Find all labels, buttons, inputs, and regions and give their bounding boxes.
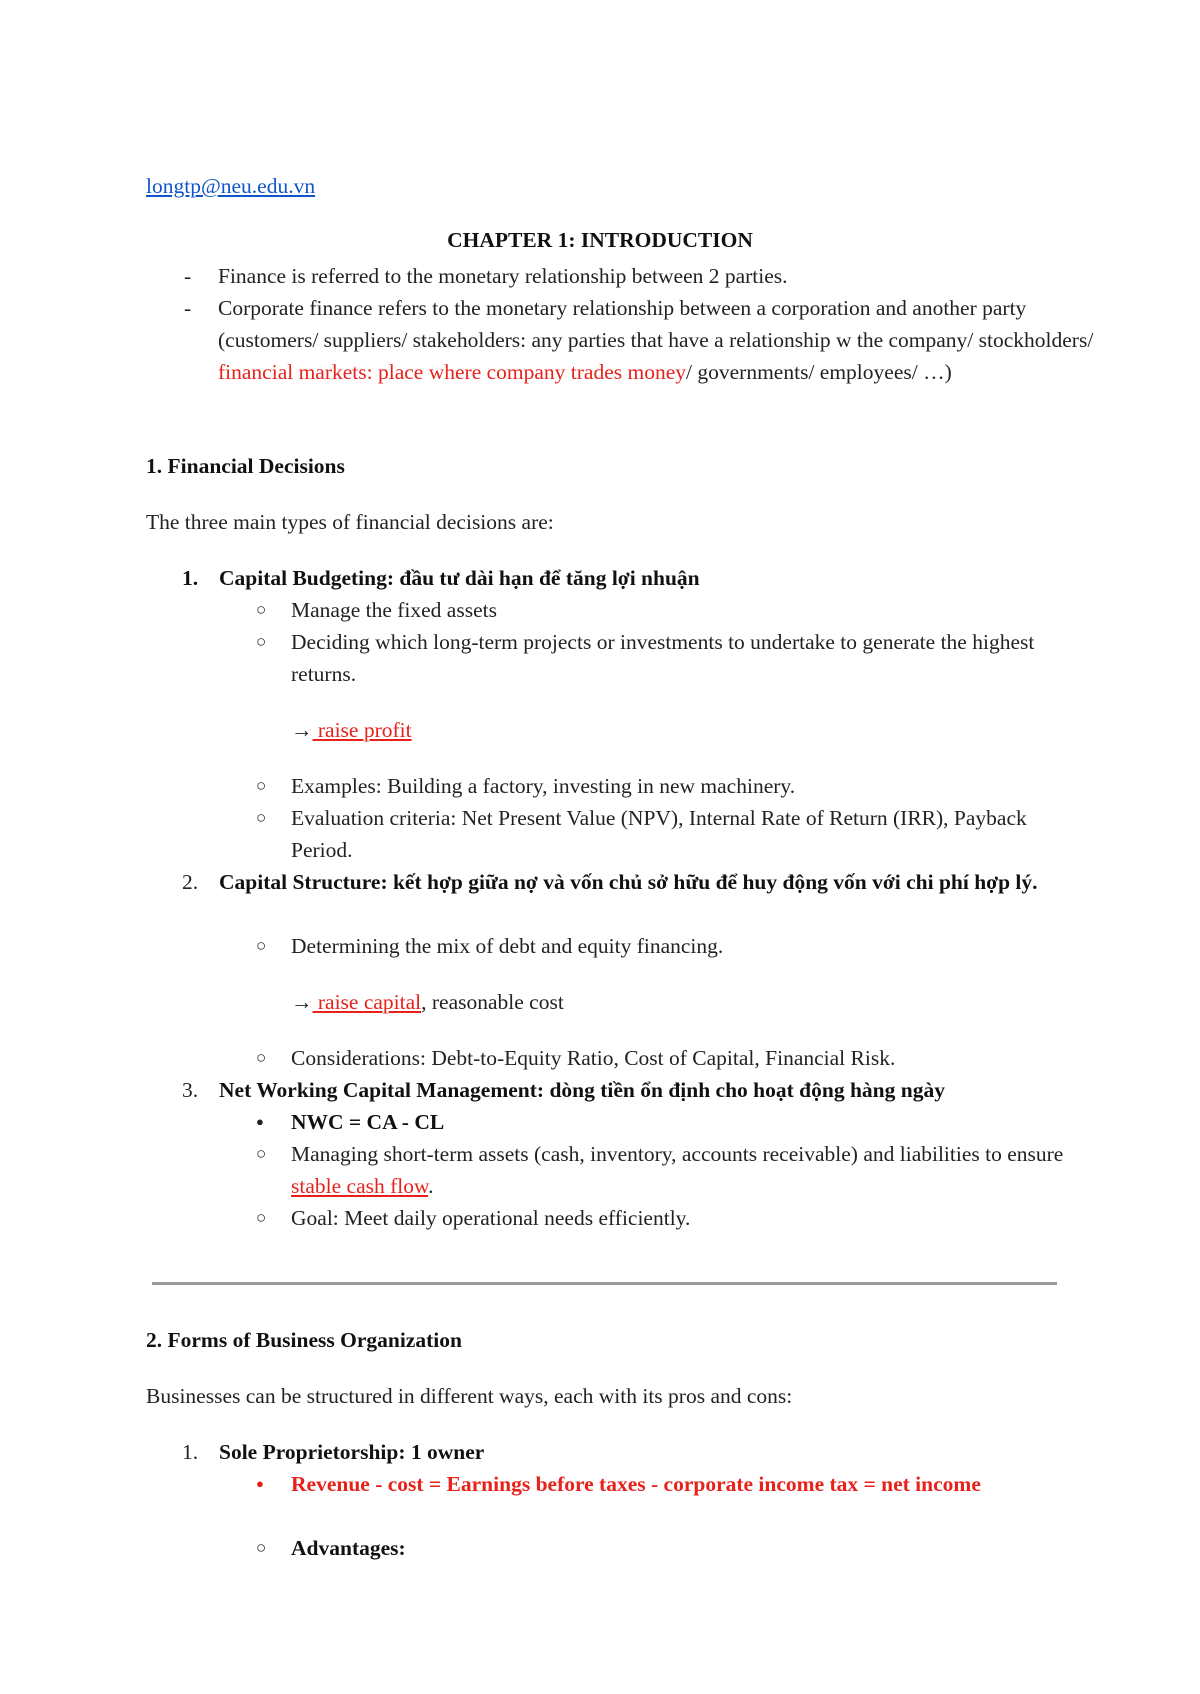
sub-item-text: Examples: Building a factory, investing in new machinery. xyxy=(291,774,796,798)
dash-marker: - xyxy=(184,296,192,320)
circle-bullet: ○ xyxy=(256,1208,267,1227)
circle-bullet: ○ xyxy=(256,1538,267,1557)
sub-item-text: Considerations: Debt-to-Equity Ratio, Cost of Capital, Financial Risk. xyxy=(291,1046,896,1070)
raise-capital-text: raise capital xyxy=(312,990,422,1014)
circle-bullet: ○ xyxy=(256,600,267,619)
raise-capital-note xyxy=(291,986,564,1018)
nwc-management-title: Net Working Capital Management: dòng tiền ổn định cho hoạt động hàng ngày xyxy=(219,1078,945,1102)
intro-item-2-text xyxy=(218,292,1098,388)
intro-item-2-part2: / governments/ employees/ …) xyxy=(686,360,952,384)
sub-item-text xyxy=(291,1138,1081,1202)
intro-item-2-part1: Corporate finance refers to the monetary relationship between a corporation and another party (customers/ suppliers/ stakeholders: any parties that have a relationship w the company/ stockholders/ xyxy=(218,296,1094,352)
capital-structure-title: Capital Structure: kết hợp giữa nợ và vốn chủ sở hữu để huy động vốn với chi phí hợp lý. xyxy=(219,870,1038,894)
item-number: 3. xyxy=(182,1078,199,1102)
section-2-heading: 2. Forms of Business Organization xyxy=(146,1328,462,1352)
arrow-icon: → xyxy=(291,718,313,742)
raise-profit-text: raise profit xyxy=(312,718,412,742)
circle-bullet: ○ xyxy=(256,936,267,955)
sub-item-text: Deciding which long-term projects or investments to undertake to generate the highest returns. xyxy=(291,630,1035,686)
raise-profit-note xyxy=(291,714,412,746)
sole-proprietorship-title: Sole Proprietorship: 1 owner xyxy=(219,1440,485,1464)
arrow-icon: → xyxy=(291,990,313,1014)
section-2-intro: Businesses can be structured in different ways, each with its pros and cons: xyxy=(146,1384,793,1408)
item-number: 2. xyxy=(182,870,199,894)
intro-item-1-text: Finance is referred to the monetary relationship between 2 parties. xyxy=(218,264,788,288)
nwc-sub1-part1: Managing short-term assets (cash, inventory, accounts receivable) and liabilities to ensure xyxy=(291,1142,1064,1166)
section-1-intro: The three main types of financial decisions are: xyxy=(146,510,554,534)
nwc-sub1-part2: . xyxy=(428,1174,434,1198)
item-number: 1. xyxy=(182,1440,199,1464)
circle-bullet: ○ xyxy=(256,1048,267,1067)
circle-bullet: ○ xyxy=(256,776,267,795)
circle-bullet: ○ xyxy=(256,1144,267,1163)
dot-bullet: ● xyxy=(256,1114,264,1129)
sub-item-text: Determining the mix of debt and equity financing. xyxy=(291,934,724,958)
circle-bullet: ○ xyxy=(256,808,267,827)
chapter-title: CHAPTER 1: INTRODUCTION xyxy=(447,228,753,252)
email-link[interactable]: longtp@neu.edu.vn xyxy=(146,174,316,198)
dash-marker: - xyxy=(184,264,192,288)
nwc-formula: NWC = CA - CL xyxy=(291,1110,445,1134)
financial-markets-highlight: financial markets: place where company trades money xyxy=(218,360,687,384)
advantages-label: Advantages: xyxy=(291,1536,406,1560)
sub-item-text: Manage the fixed assets xyxy=(291,598,497,622)
stable-cash-flow-text: stable cash flow xyxy=(291,1174,429,1198)
income-formula: Revenue - cost = Earnings before taxes - corporate income tax = net income xyxy=(291,1472,981,1496)
section-1-heading: 1. Financial Decisions xyxy=(146,454,345,478)
capital-budgeting-title: Capital Budgeting: đầu tư dài hạn để tăng lợi nhuận xyxy=(219,566,700,590)
circle-bullet: ○ xyxy=(256,632,267,651)
sub-item-text: Evaluation criteria: Net Present Value (NPV), Internal Rate of Return (IRR), Payback Period. xyxy=(291,806,1027,862)
dot-bullet: ● xyxy=(256,1476,264,1491)
sub-item-text: Goal: Meet daily operational needs efficiently. xyxy=(291,1206,691,1230)
reasonable-cost-text: , reasonable cost xyxy=(421,990,564,1014)
horizontal-divider xyxy=(152,1282,1057,1285)
item-number: 1. xyxy=(182,566,199,590)
